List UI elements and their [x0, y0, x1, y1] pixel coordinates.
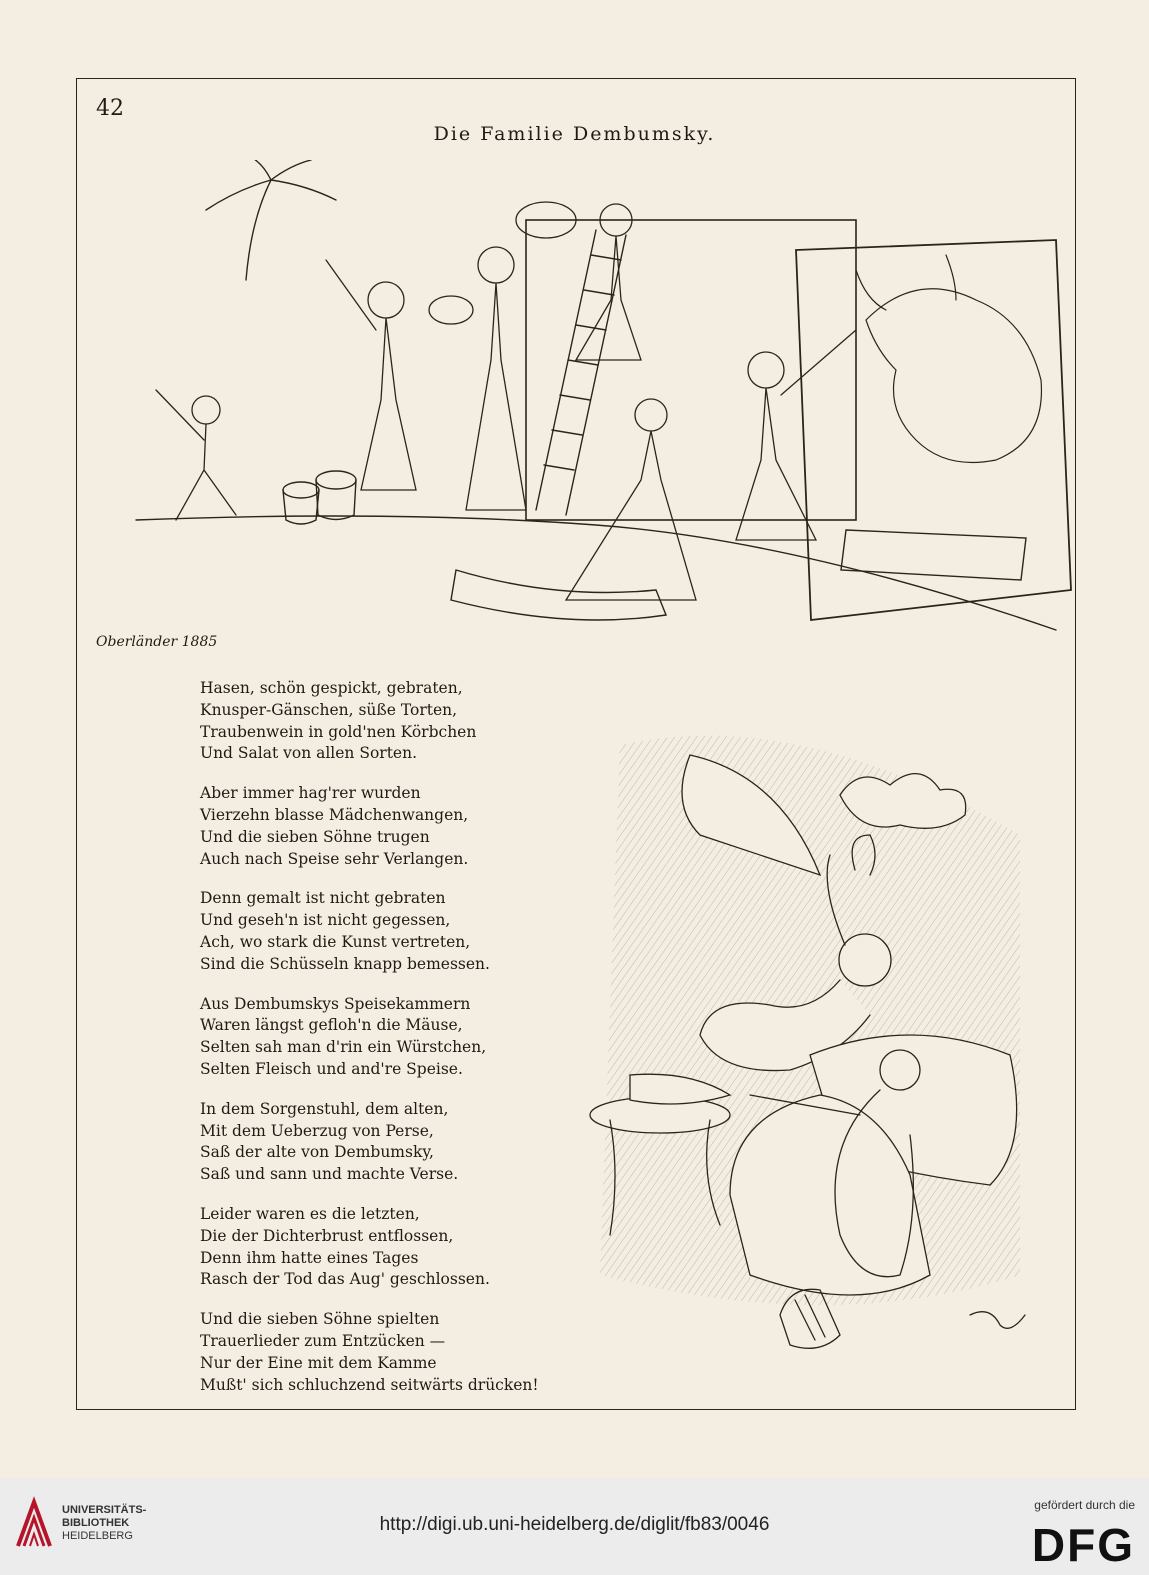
stanza [200, 678, 580, 765]
poem-line: Waren längst gefloh'n die Mäuse, [200, 1016, 463, 1035]
poem-line: Sind die Schüsseln knapp bemessen. [200, 954, 490, 973]
library-name-line: HEIDELBERG [62, 1530, 133, 1542]
poem-line: Saß und sann und machte Verse. [200, 1165, 459, 1184]
poem-line: Trauerlieder zum Entzücken — [200, 1331, 446, 1350]
stanza [200, 783, 580, 870]
poem-line: Denn gemalt ist nicht gebraten [200, 889, 446, 908]
poem-line: Und geseh'n ist nicht gegessen, [200, 911, 451, 930]
poem-line: Und die sieben Söhne spielten [200, 1310, 440, 1329]
poem-line: Und Salat von allen Sorten. [200, 744, 418, 763]
poem-line: Traubenwein in gold'nen Körbchen [200, 722, 477, 741]
poem-line: Selten Fleisch und and're Speise. [200, 1059, 463, 1078]
poem-line: Ach, wo stark die Kunst vertreten, [200, 932, 471, 951]
poem-line: Leider waren es die letzten, [200, 1204, 420, 1223]
poem-line: Mit dem Ueberzug von Perse, [200, 1121, 434, 1140]
running-title: Die Familie Dembumsky. [433, 123, 716, 145]
poem [200, 678, 580, 1414]
poem-line: Saß der alte von Dembumsky, [200, 1143, 434, 1162]
poem-line: Aber immer hag'rer wurden [200, 784, 421, 803]
permalink-url[interactable]: http://digi.ub.uni-heidelberg.de/diglit/fb83/0046 [379, 1514, 770, 1535]
dfg-logo: DFG [1031, 1519, 1135, 1571]
stanza [200, 1099, 580, 1186]
poem-line: Die der Dichterbrust entflossen, [200, 1226, 454, 1245]
page-number: 42 [96, 96, 124, 121]
poem-line: Mußt' sich schluchzend seitwärts drücken! [200, 1375, 539, 1394]
library-name-line: BIBLIOTHEK [62, 1517, 130, 1529]
digital-library-footer [0, 1478, 1149, 1575]
poem-line: Aus Dembumskys Speisekammern [200, 994, 471, 1013]
poem-line: Hasen, schön gespickt, gebraten, [200, 679, 463, 697]
stanza [200, 888, 580, 975]
stanza [200, 1204, 580, 1291]
stanza [200, 1309, 580, 1396]
funding-caption: gefördert durch die [1034, 1498, 1135, 1512]
poem-line: Denn ihm hatte eines Tages [200, 1248, 419, 1267]
illustration-dying-poet [580, 715, 1040, 1395]
poem-line: Selten sah man d'rin ein Würstchen, [200, 1038, 487, 1057]
poem-line: Vierzehn blasse Mädchenwangen, [200, 805, 469, 824]
stanza [200, 994, 580, 1081]
library-name-line: UNIVERSITÄTS- [62, 1504, 147, 1516]
poem-line: Knusper-Gänschen, süße Torten, [200, 700, 458, 719]
poem-line: In dem Sorgenstuhl, dem alten, [200, 1099, 449, 1118]
poem-line: Rasch der Tod das Aug' geschlossen. [200, 1270, 490, 1289]
illustration-painting-family [96, 160, 1076, 660]
poem-line: Und die sieben Söhne trugen [200, 827, 430, 846]
poem-line: Auch nach Speise sehr Verlangen. [200, 849, 469, 868]
illustrator-signature: Oberländer 1885 [96, 634, 218, 650]
poem-line: Nur der Eine mit dem Kamme [200, 1353, 437, 1372]
